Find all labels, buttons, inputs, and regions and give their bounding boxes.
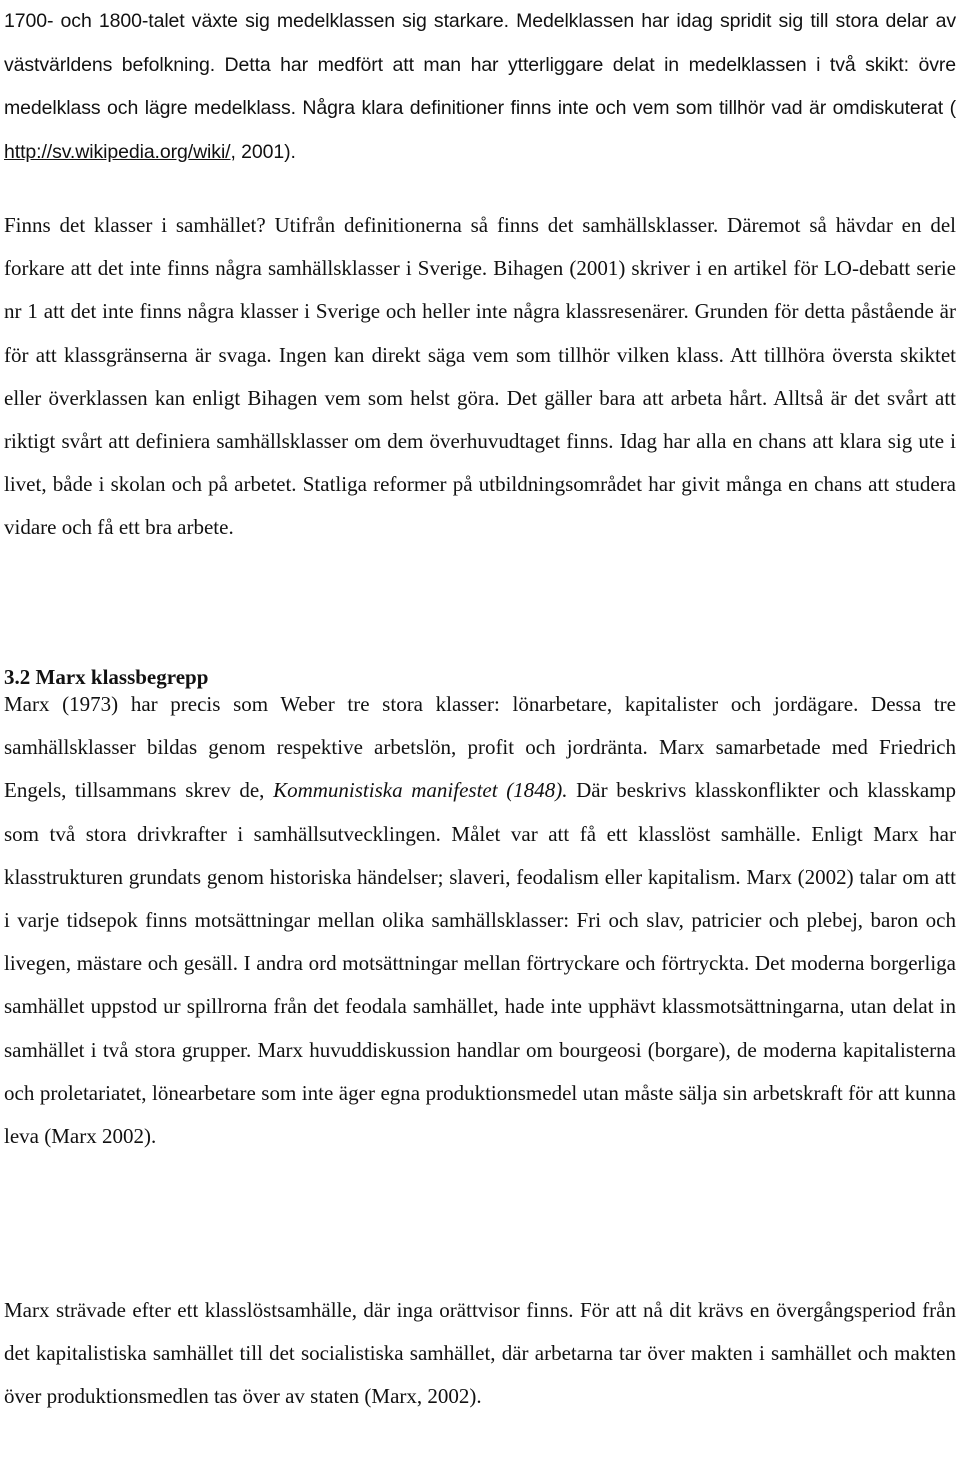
book-title: Kommunistiska manifestet (1848). [273, 778, 568, 803]
paragraph-marx-klassbegrepp [4, 683, 956, 1158]
section-heading: 3.2 Marx klassbegrepp [4, 665, 209, 689]
paragraph-finns-klasser: Finns det klasser i samhället? Utifrån definitionerna så finns det samhällsklasser. Däremot så hävdar en del forkare att det inte finns några samhällsklasser i Sverige. Bihagen (2001) skriver i en artikel för LO-debatt serie nr 1 att det inte finns några klasser i Sverige och heller inte några klassresenärer. Grunden för detta påstående är för att klassgränserna är svaga. Ingen kan direkt säga vem som tillhör vilken klass. Att tillhöra översta skiktet eller överklassen kan enligt Bihagen vem som helst göra. Det gäller bara att arbeta hårt. Alltså är det svårt att riktigt svårt att definiera samhällsklasser om dem överhuvudtaget finns. Idag har alla en chans att klara sig ute i livet, både i skolan och på arbetet. Statliga reformer på utbildningsområdet har givit många en chans att studera vidare och få ett bra arbete. [4, 213, 956, 540]
paragraph-text: Där beskrivs klasskonflikter och klasskamp som två stora drivkrafter i samhällsutvecklingen. Målet var att få ett klasslöst samhälle. Enligt Marx har klasstrukturen grundats genom historiska händelser; slaveri, feodalism eller kapitalism. Marx (2002) talar om att i varje tidsepok finns motsättningar mellan olika samhällsklasser: Fri och slav, patricier och plebej, baron och livegen, mästare och gesäll. I andra ord motsättningar mellan förtryckare och förtryckta. Det moderna borgerliga samhället uppstod ur spillrorna från det feodala samhället, hade inte upphävt klassmotsättningarna, utan delat in samhället i två stora grupper. Marx huvuddiskussion handlar om bourgeosi (borgare), de moderna kapitalisterna och proletariatet, lönearbetare som inte äger egna produktionsmedel utan måste sälja sin arbetskraft för att kunna leva (Marx 2002). [4, 778, 956, 1149]
paragraph-medelklass [4, 0, 956, 174]
wikipedia-link[interactable]: http://sv.wikipedia.org/wiki/ [4, 140, 231, 163]
paragraph-text: , 2001). [230, 140, 296, 163]
paragraph-klasslost-samhalle: Marx strävade efter ett klasslöstsamhälle, där inga orättvisor finns. För att nå dit krävs en övergångsperiod från det kapitalistiska samhället till det socialistiska samhället, där arbetarna tar över makten i samhället och makten över produktionsmedlen tas över av staten (Marx, 2002). [4, 1298, 956, 1409]
paragraph-text: 1700- och 1800-talet växte sig medelklassen sig starkare. Medelklassen har idag spridit sig till stora delar av västvärldens befolkning. Detta har medfört att man har ytterliggare delat in medelklassen i två skikt: övre medelklass och lägre medelklass. Några klara definitioner finns inte och vem som tillhör vad är omdiskuterat ( [4, 10, 956, 119]
paragraph-text: Marx (1973) har precis som Weber tre stora klasser: lönarbetare, kapitalister och jordägare. Dessa tre samhällsklasser bildas genom respektive arbetslön, profit och jordränta. Marx samarbetade med Friedrich Engels, tillsammans skrev de, [4, 692, 956, 803]
